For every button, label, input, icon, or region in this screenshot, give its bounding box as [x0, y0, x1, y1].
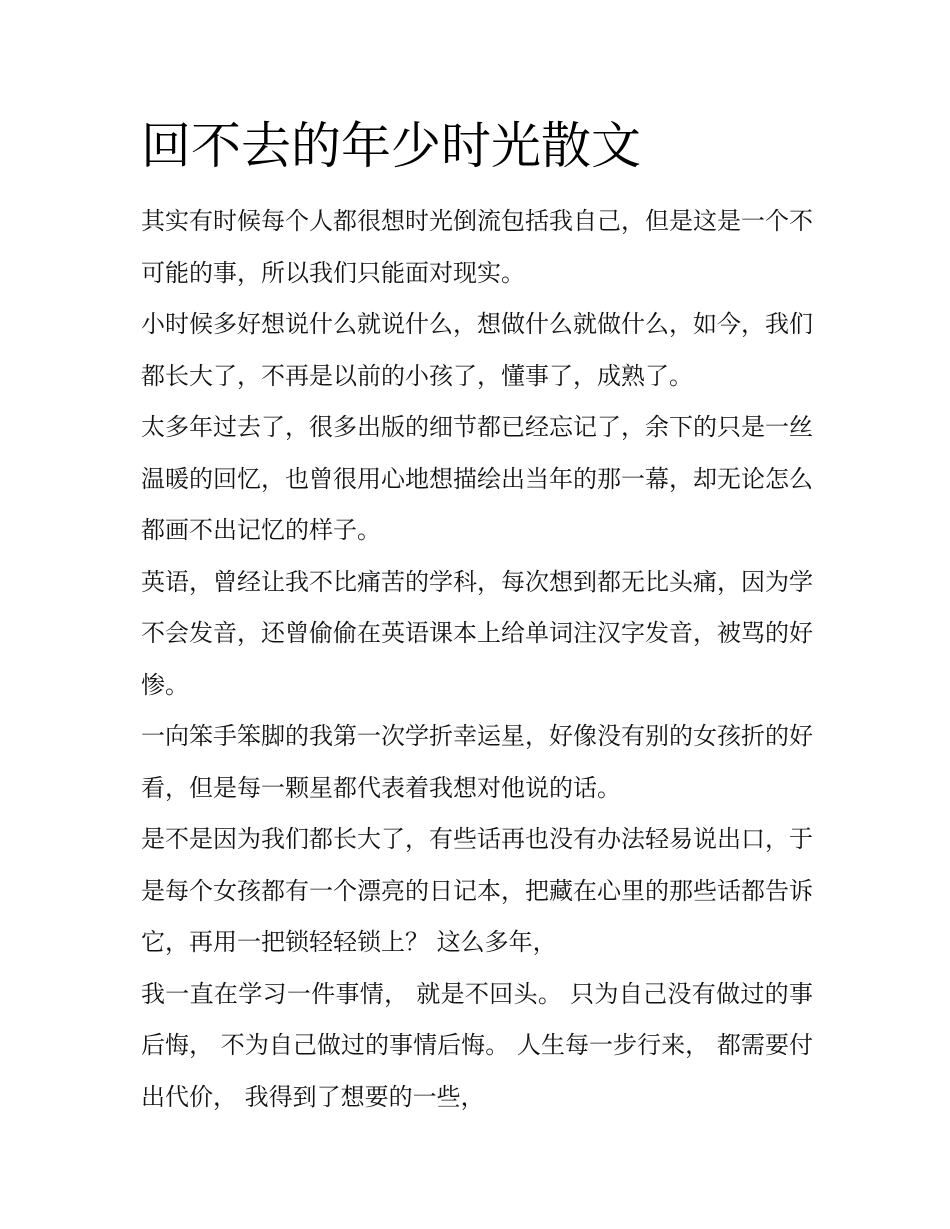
- paragraph: 一向笨手笨脚的我第一次学折幸运星，好像没有别的女孩折的好看，但是每一颗星都代表着我想对他说的话。: [141, 722, 813, 802]
- document-title: 回不去的年少时光散文: [141, 117, 641, 175]
- paragraph: 小时候多好想说什么就说什么，想做什么就做什么，如今，我们都长大了，不再是以前的小孩了，懂事了，成熟了。: [141, 310, 813, 390]
- paragraph: 太多年过去了，很多出版的细节都已经忘记了，余下的只是一丝温暖的回忆，也曾很用心地想描绘出当年的那一幕，却无论怎么都画不出记忆的样子。: [141, 413, 813, 544]
- paragraph: 是不是因为我们都长大了，有些话再也没有办法轻易说出口，于是每个女孩都有一个漂亮的日记本，把藏在心里的那些话都告诉它，再用一把锁轻轻锁上？ 这么多年，: [141, 825, 813, 956]
- paragraph: 其实有时候每个人都很想时光倒流包括我自己，但是这是一个不可能的事，所以我们只能面对现实。: [141, 207, 813, 287]
- paragraph: 我一直在学习一件事情， 就是不回头。 只为自己没有做过的事后悔， 不为自己做过的事情后悔。 人生每一步行来， 都需要付出代价， 我得到了想要的一些，: [141, 979, 813, 1111]
- document-body: [141, 110, 813, 1123]
- paragraph: 英语，曾经让我不比痛苦的学科，每次想到都无比头痛，因为学不会发音，还曾偷偷在英语课本上给单词注汉字发音，被骂的好惨。: [141, 567, 813, 699]
